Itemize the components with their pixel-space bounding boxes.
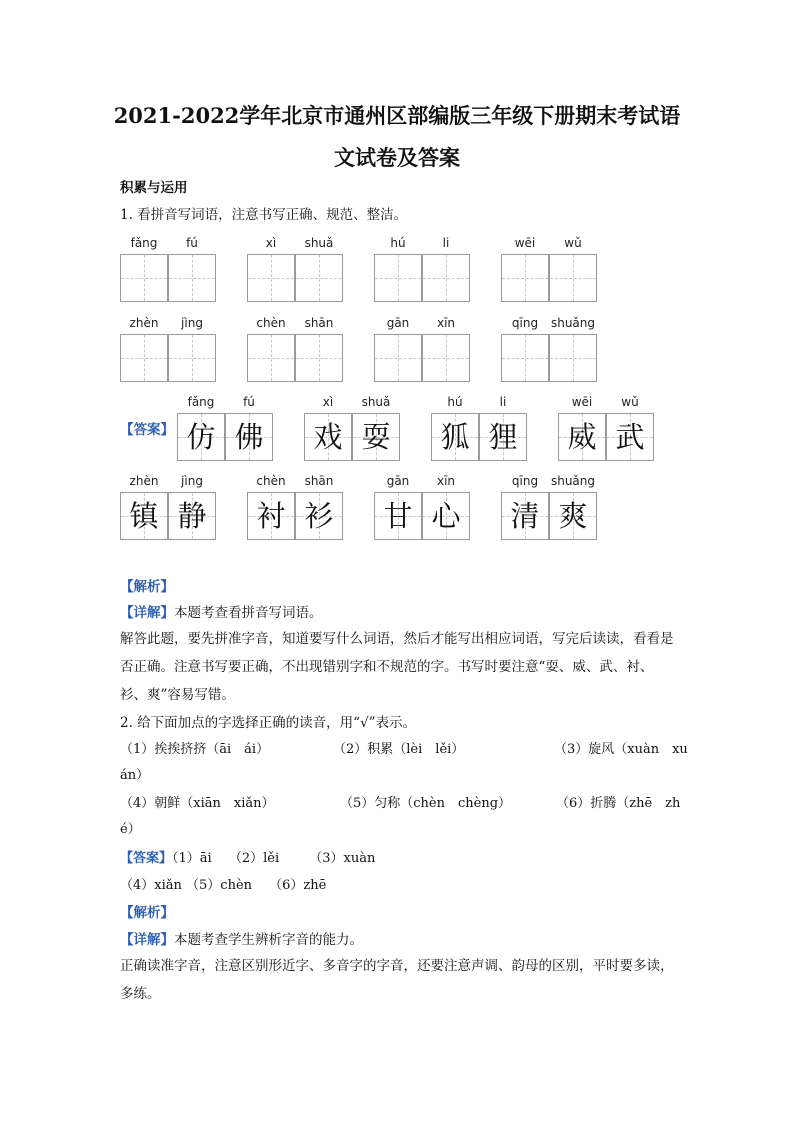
q1-answer-tag: 【答案】 bbox=[120, 422, 174, 438]
answer-char: 狸 bbox=[488, 420, 518, 454]
blank-writing-box bbox=[247, 334, 295, 382]
q1-analysis-tag: 【解析】 bbox=[120, 579, 174, 595]
pinyin: shān bbox=[304, 474, 334, 488]
answer-char: 镇 bbox=[129, 499, 159, 533]
document-title-line-1: 2021-2022学年北京市通州区部编版三年级下册期末考试语 bbox=[113, 103, 681, 128]
pinyin: fú bbox=[243, 395, 255, 409]
pinyin: xīn bbox=[436, 474, 456, 488]
answer-box bbox=[606, 413, 654, 461]
pinyin: fǎng bbox=[187, 395, 215, 409]
answer-char: 衬 bbox=[256, 499, 286, 533]
blank-writing-box bbox=[247, 254, 295, 302]
blank-writing-box bbox=[549, 254, 597, 302]
q2-prompt: 2. 给下面加点的字选择正确的读音，用“√”表示。 bbox=[120, 715, 417, 731]
answer-char: 威 bbox=[567, 420, 597, 454]
answer-box bbox=[479, 413, 527, 461]
q2-explanation: 正确读准字音，注意区别形近字、多音字的字音，还要注意声调、韵母的区别，平时要多读，多练。 bbox=[120, 958, 674, 1002]
pinyin: li bbox=[499, 395, 507, 409]
pinyin: qīng bbox=[511, 474, 539, 488]
answer-char: 狐 bbox=[440, 420, 470, 454]
pinyin: qīng bbox=[511, 316, 539, 330]
blank-writing-box bbox=[549, 334, 597, 382]
pinyin: wǔ bbox=[564, 236, 582, 250]
q1-detail-tag: 【详解】 bbox=[120, 605, 174, 621]
q2-item-4: （4）朝鲜（xiān xiǎn） bbox=[120, 796, 275, 811]
q2-item-6: （6）折腾（zhē zh bbox=[556, 796, 681, 811]
pinyin: li bbox=[442, 236, 450, 250]
blank-writing-box bbox=[422, 254, 470, 302]
q1-prompt: 1. 看拼音写词语，注意书写正确、规范、整洁。 bbox=[120, 207, 408, 223]
pinyin: zhèn bbox=[129, 316, 159, 330]
pinyin: shuǎng bbox=[550, 316, 596, 330]
pinyin: shuǎ bbox=[361, 395, 391, 409]
answer-box bbox=[168, 492, 216, 540]
blank-writing-box bbox=[168, 334, 216, 382]
pinyin: gān bbox=[386, 316, 410, 330]
q2-answer-line-1: （1）āi （2）lěi （3）xuàn bbox=[172, 851, 376, 866]
blank-writing-box bbox=[374, 254, 422, 302]
blank-writing-box bbox=[168, 254, 216, 302]
answer-box bbox=[422, 492, 470, 540]
answer-char: 仿 bbox=[186, 420, 216, 454]
answer-box bbox=[374, 492, 422, 540]
q2-analysis-tag: 【解析】 bbox=[120, 905, 174, 921]
pinyin: hú bbox=[390, 236, 406, 250]
q2-item-3-cont: án） bbox=[120, 768, 150, 783]
answer-char: 戏 bbox=[313, 420, 343, 454]
answer-char: 甘 bbox=[383, 499, 413, 533]
answer-char: 心 bbox=[431, 499, 461, 533]
q2-answer bbox=[120, 849, 375, 869]
pinyin: jìng bbox=[181, 474, 203, 488]
pinyin: chèn bbox=[256, 316, 286, 330]
answer-box bbox=[304, 413, 352, 461]
answer-box bbox=[558, 413, 606, 461]
pinyin: xì bbox=[322, 395, 334, 409]
q2-item-6-cont: é） bbox=[120, 822, 141, 837]
answer-box bbox=[247, 492, 295, 540]
pinyin: hú bbox=[447, 395, 463, 409]
blank-writing-box bbox=[501, 334, 549, 382]
pinyin: fú bbox=[186, 236, 198, 250]
pinyin: wēi bbox=[571, 395, 593, 409]
document-title-line-2: 文试卷及答案 bbox=[334, 145, 460, 170]
answer-box bbox=[549, 492, 597, 540]
pinyin: gān bbox=[386, 474, 410, 488]
blank-writing-box bbox=[374, 334, 422, 382]
answer-char: 佛 bbox=[234, 420, 264, 454]
pinyin: jìng bbox=[181, 316, 203, 330]
blank-writing-box bbox=[501, 254, 549, 302]
pinyin: xì bbox=[265, 236, 277, 250]
section-label: 积累与运用 bbox=[120, 180, 188, 196]
answer-char: 耍 bbox=[361, 420, 391, 454]
answer-char: 清 bbox=[510, 499, 540, 533]
answer-char: 武 bbox=[615, 420, 645, 454]
answer-box bbox=[120, 492, 168, 540]
answer-box bbox=[225, 413, 273, 461]
blank-writing-box bbox=[295, 254, 343, 302]
q2-answer-tag: 【答案】 bbox=[120, 851, 173, 866]
q2-answer-line-2: （4）xiǎn （5）chèn （6）zhē bbox=[120, 878, 327, 893]
answer-box bbox=[295, 492, 343, 540]
blank-writing-box bbox=[120, 254, 168, 302]
answer-box bbox=[177, 413, 225, 461]
answer-char: 衫 bbox=[304, 499, 334, 533]
pinyin: shān bbox=[304, 316, 334, 330]
pinyin: wǔ bbox=[621, 395, 639, 409]
q2-item-2: （2）积累（lèi lěi） bbox=[333, 742, 465, 757]
pinyin: zhèn bbox=[129, 474, 159, 488]
pinyin: shuǎ bbox=[304, 236, 334, 250]
q2-detail bbox=[120, 930, 363, 950]
answer-char: 静 bbox=[177, 499, 207, 533]
answer-box bbox=[352, 413, 400, 461]
pinyin: chèn bbox=[256, 474, 286, 488]
blank-writing-box bbox=[422, 334, 470, 382]
q2-item-5: （5）匀称（chèn chèng） bbox=[340, 796, 512, 811]
q2-detail-tag: 【详解】 bbox=[120, 932, 174, 948]
q2-item-1: （1）挨挨挤挤（āi ái） bbox=[120, 742, 270, 757]
pinyin: wēi bbox=[514, 236, 536, 250]
q2-item-3: （3）旋风（xuàn xu bbox=[554, 742, 688, 757]
pinyin: fǎng bbox=[130, 236, 158, 250]
q1-explanation: 解答此题，要先拼准字音，知道要写什么词语，然后才能写出相应词语，写完后读读，看看是否正确。注意书写要正确，不出现错别字和不规范的字。书写时要注意“耍、威、武、衬、衫、爽”容易写错。 bbox=[120, 631, 674, 703]
pinyin: shuǎng bbox=[550, 474, 596, 488]
q1-detail bbox=[120, 603, 323, 623]
blank-writing-box bbox=[120, 334, 168, 382]
answer-char: 爽 bbox=[558, 499, 588, 533]
pinyin: xīn bbox=[436, 316, 456, 330]
blank-writing-box bbox=[295, 334, 343, 382]
q2-detail-text: 本题考查学生辨析字音的能力。 bbox=[174, 932, 363, 948]
answer-box bbox=[501, 492, 549, 540]
answer-box bbox=[431, 413, 479, 461]
q1-detail-text: 本题考查看拼音写词语。 bbox=[174, 605, 323, 621]
